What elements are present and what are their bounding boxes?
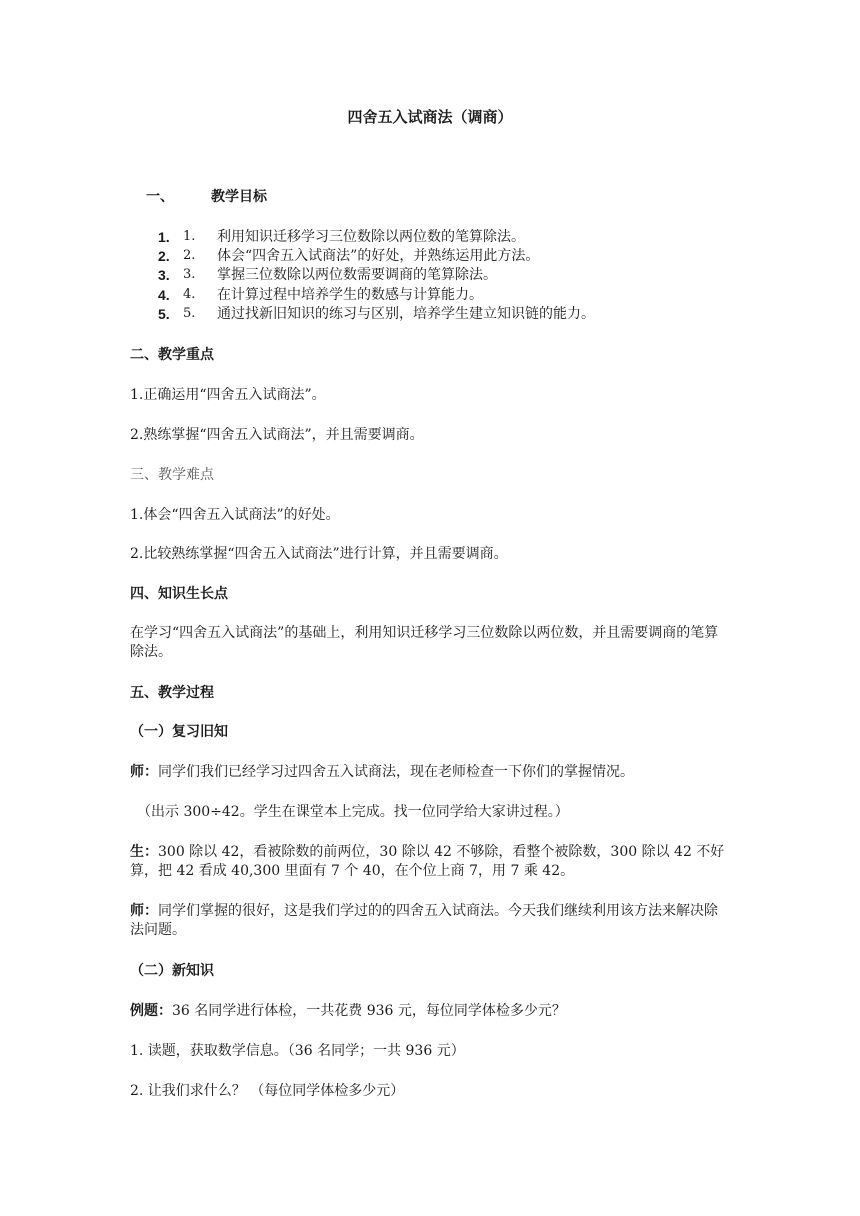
section2-item: 1.正确运用“四舍五入试商法”。 [130,387,326,403]
teacher-label: 师： [130,903,158,919]
teacher-label: 师： [130,764,158,780]
list-item-number: 3. [158,267,170,283]
teacher-paragraph-1 [130,763,730,782]
list-item-subnumber: 5. [183,306,196,321]
list-item-text: 体会“四舍五入试商法”的好处，并熟练运用此方法。 [217,248,540,264]
section5-heading: 五、教学过程 [130,685,214,701]
section1-heading: 教学目标 [211,189,267,205]
section4-text: 在学习“四舍五入试商法”的基础上，利用知识迁移学习三位数除以两位数，并且需要调商的笔算除法。 [130,625,719,660]
section3-heading: 三、教学难点 [130,467,214,483]
section3-item: 1.体会“四舍五入试商法”的好处。 [130,507,340,523]
step-1: 1. 读题，获取数学信息。（36 名同学；一共 936 元） [130,1043,465,1059]
list-item-subnumber: 3. [183,267,196,282]
teacher-text: 同学们掌握的很好，这是我们学过的的四舍五入试商法。今天我们继续利用该方法来解决除法问题。 [130,903,718,938]
list-item-number: 5. [158,306,170,322]
student-label: 生： [130,844,158,860]
list-item-subnumber: 1. [183,229,196,244]
section4-heading: 四、知识生长点 [130,586,228,602]
section3-item: 2.比较熟练掌握“四舍五入试商法”进行计算，并且需要调商。 [130,546,508,562]
list-item-number: 1. [158,229,170,245]
student-paragraph [130,843,730,881]
example-label: 例题： [130,1003,172,1019]
section1-number: 一、 [146,189,174,205]
note-paragraph: （出示 300÷42。学生在课堂本上完成。找一位同学给大家讲过程。） [137,804,569,820]
teacher-text: 同学们我们已经学习过四舍五入试商法，现在老师检查一下你们的掌握情况。 [158,764,634,780]
step-2: 2. 让我们求什么？ （每位同学体检多少元） [130,1083,405,1099]
list-item-number: 2. [158,248,170,264]
student-text: 300 除以 42，看被除数的前两位，30 除以 42 不够除，看整个被除数，300 除以 42 不好算，把 42 看成 40,300 里面有 7 个 40，在个位上商 7，用 7 乘 42。 [130,844,725,879]
part1-heading: （一）复习旧知 [130,724,228,740]
list-item-text: 掌握三位数除以两位数需要调商的笔算除法。 [217,267,497,283]
page-title: 四舍五入试商法（调商） [347,108,513,126]
list-item-text: 通过找新旧知识的练习与区别，培养学生建立知识链的能力。 [217,306,595,322]
example-text: 36 名同学进行体检，一共花费 936 元，每位同学体检多少元？ [172,1003,566,1019]
part2-heading: （二）新知识 [130,963,214,979]
teacher-paragraph-2 [130,902,730,940]
list-item-text: 在计算过程中培养学生的数感与计算能力。 [217,287,483,303]
list-item-subnumber: 2. [183,248,196,263]
list-item-text: 利用知识迁移学习三位数除以两位数的笔算除法。 [217,229,525,245]
section2-item: 2.熟练掌握“四舍五入试商法”，并且需要调商。 [130,427,424,443]
list-item-number: 4. [158,287,170,303]
example-paragraph [130,1002,566,1020]
list-item-subnumber: 4. [183,287,196,302]
section2-heading: 二、教学重点 [130,347,214,363]
